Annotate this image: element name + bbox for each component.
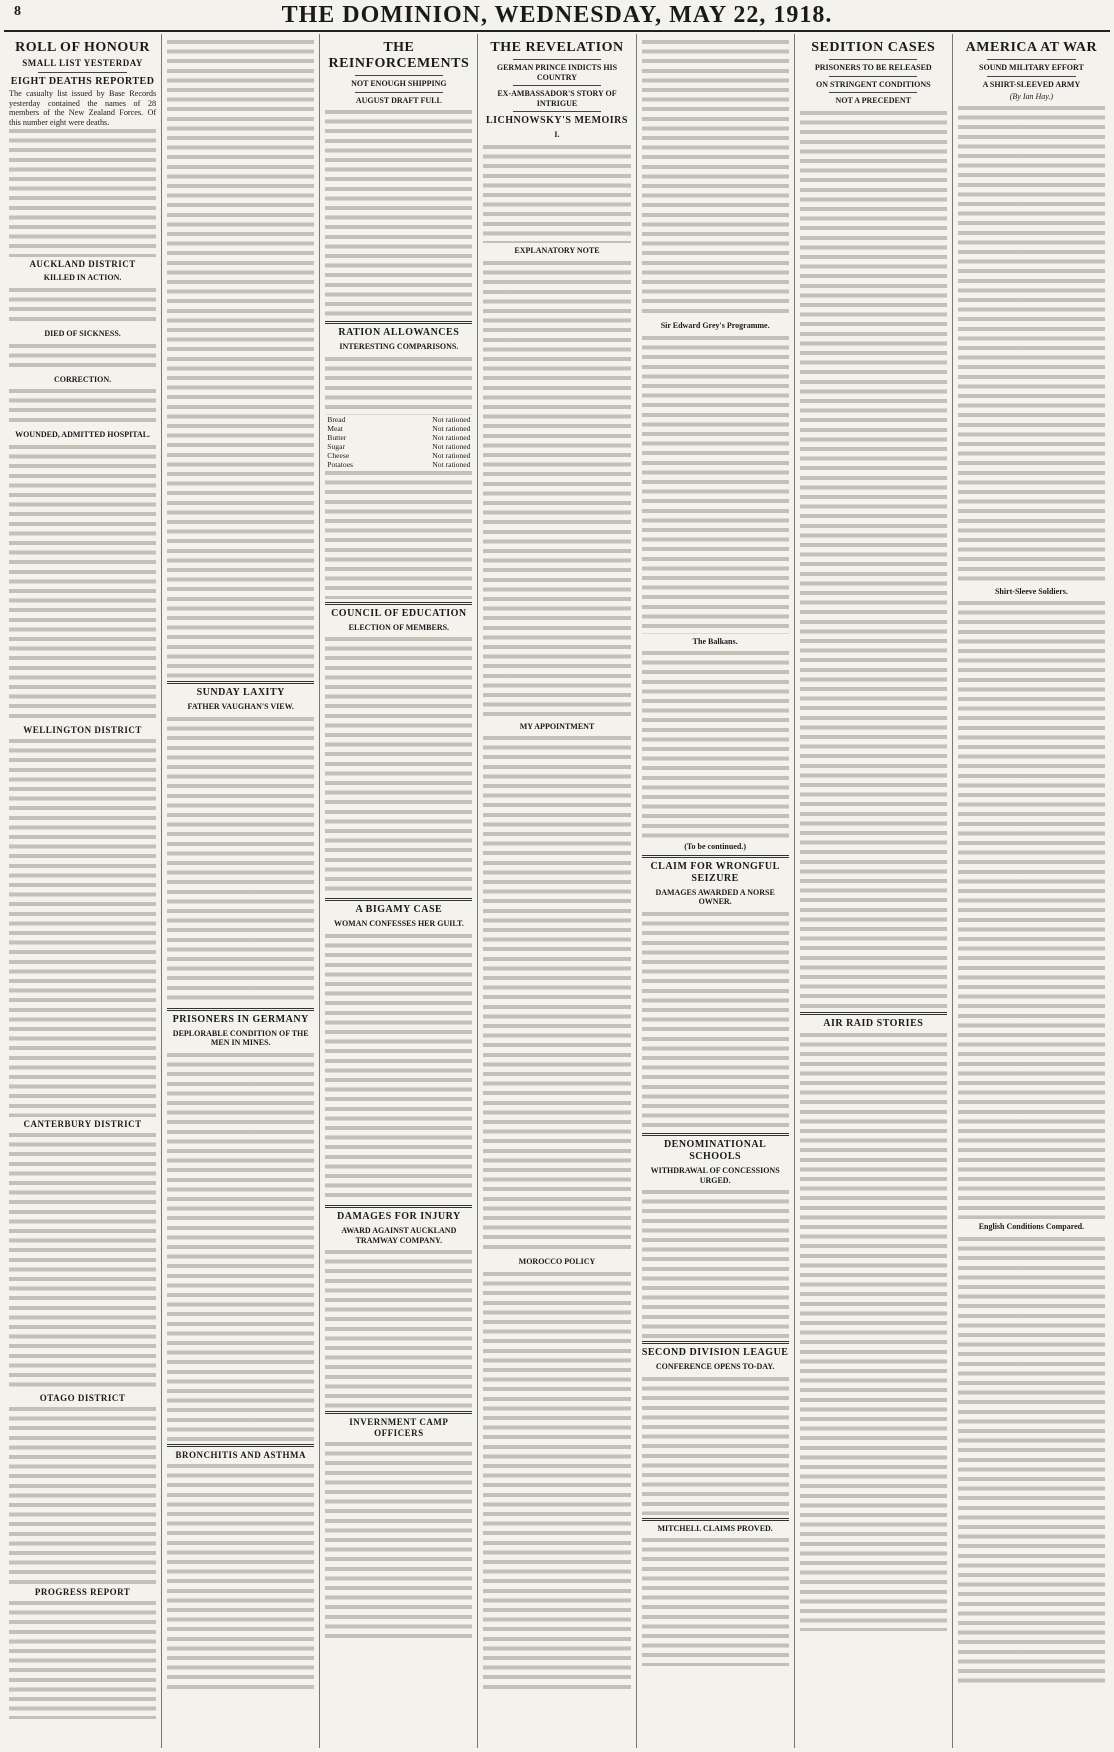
masthead — [4, 0, 1110, 32]
text-block — [958, 599, 1105, 1219]
district-heading: CANTERBURY DISTRICT — [23, 1118, 142, 1129]
ration-subheading: INTERESTING COMPARISONS. — [339, 342, 459, 352]
english-conditions-heading: English Conditions Compared. — [978, 1222, 1085, 1232]
seizure-subheading: DAMAGES AWARDED A NORSE OWNER. — [655, 887, 775, 907]
morocco-heading: MOROCCO POLICY — [518, 1257, 596, 1267]
prisoners-subheading: DEPLORABLE CONDITION OF THE MEN IN MINES. — [172, 1028, 309, 1048]
text-block — [9, 127, 156, 257]
text-block — [483, 259, 630, 719]
sedition-subheading: PRISONERS TO BE RELEASED — [814, 63, 932, 72]
council-heading: COUNCIL OF EDUCATION — [331, 607, 467, 619]
section-heading: WOUNDED, ADMITTED HOSPITAL. — [15, 430, 151, 440]
bigamy-subheading: WOMAN CONFESSES HER GUILT. — [333, 919, 464, 929]
column-5 — [637, 34, 795, 1748]
text-block — [9, 387, 156, 427]
text-block — [9, 286, 156, 326]
memoirs-part: I. — [554, 130, 560, 140]
sedition-subheading-3: NOT A PRECEDENT — [835, 96, 911, 106]
reinforcements-subheading-2: AUGUST DRAFT FULL — [355, 95, 442, 105]
roll-of-honour-subheading-2: EIGHT DEATHS REPORTED — [10, 76, 155, 87]
schools-subheading: WITHDRAWAL OF CONCESSIONS URGED. — [650, 1165, 780, 1185]
ration-table — [325, 415, 472, 469]
text-block — [642, 1188, 789, 1338]
to-be-continued: (To be continued.) — [684, 842, 746, 852]
text-block — [325, 469, 472, 599]
page-number: 8 — [14, 4, 21, 19]
sunday-laxity-subheading: FATHER VAUGHAN'S VIEW. — [187, 702, 294, 711]
text-block — [9, 737, 156, 1117]
america-subheading: SOUND MILITARY EFFORT — [979, 63, 1084, 72]
text-block — [325, 635, 472, 895]
reinforcements-heading: THE REINFORCEMENTS — [328, 40, 470, 71]
text-block — [167, 715, 314, 1005]
text-block — [167, 1051, 314, 1441]
balkans-heading: The Balkans. — [692, 636, 738, 646]
progress-report-heading: PROGRESS REPORT — [34, 1586, 131, 1597]
text-block — [325, 108, 472, 318]
text-block — [642, 1375, 789, 1515]
reinforcements-subheading: NOT ENOUGH SHIPPING — [351, 79, 447, 88]
revelation-heading: THE REVELATION — [490, 40, 624, 55]
sedition-heading: SEDITION CASES — [811, 40, 936, 55]
camp-officers-heading: INVERNMENT CAMP OFFICERS — [349, 1417, 449, 1439]
text-block — [642, 334, 789, 634]
column-1 — [4, 34, 162, 1748]
newspaper-title: THE DOMINION, WEDNESDAY, MAY 22, 1918. — [281, 1, 833, 28]
district-heading: AUCKLAND DISTRICT — [29, 259, 136, 270]
league-heading: SECOND DIVISION LEAGUE — [641, 1347, 789, 1359]
appointment-heading: MY APPOINTMENT — [519, 721, 595, 731]
bigamy-heading: A BIGAMY CASE — [355, 904, 443, 916]
memoirs-heading: LICHNOWSKY'S MEMOIRS — [486, 115, 628, 127]
text-block — [325, 932, 472, 1202]
roll-of-honour-heading: ROLL OF HONOUR — [15, 40, 150, 55]
seizure-heading: CLAIM FOR WRONGFUL SEIZURE — [650, 860, 780, 884]
revelation-subheading-2: EX-AMBASSADOR'S STORY OF INTRIGUE — [497, 89, 617, 108]
section-heading: DIED OF SICKNESS. — [44, 328, 121, 338]
roll-of-honour-subheading: SMALL LIST YESTERDAY — [22, 58, 143, 68]
byline: (By Ian Hay.) — [1009, 92, 1054, 102]
explanatory-note-heading: EXPLANATORY NOTE — [514, 245, 600, 255]
text-block — [9, 1599, 156, 1719]
table-row: Sugar Not rationed — [327, 441, 471, 451]
text-block — [483, 143, 630, 243]
damages-subheading: AWARD AGAINST AUCKLAND TRAMWAY COMPANY. — [341, 1225, 457, 1245]
text-block — [642, 649, 789, 839]
america-heading: AMERICA AT WAR — [965, 40, 1098, 55]
table-row: Butter Not rationed — [327, 432, 471, 442]
sunday-laxity-heading: SUNDAY LAXITY — [196, 687, 285, 698]
text-block — [800, 109, 947, 1009]
text-block — [800, 1031, 947, 1631]
section-heading: CORRECTION. — [54, 374, 112, 384]
roll-intro: The casualty list issued by Base Records yesterday contained the names of 28 members of the New Zealand Forces. Of this number eight were deaths. — [9, 89, 157, 127]
air-raid-heading: AIR RAID STORIES — [823, 1017, 924, 1029]
table-row: Meat Not rationed — [327, 423, 471, 433]
revelation-subheading: GERMAN PRINCE INDICTS HIS COUNTRY — [496, 63, 618, 82]
column-4 — [478, 34, 636, 1748]
district-heading: WELLINGTON DISTRICT — [23, 724, 142, 735]
mitchell-heading: MITCHELL CLAIMS PROVED. — [657, 1523, 773, 1533]
grey-programme-heading: Sir Edward Grey's Programme. — [660, 321, 770, 330]
text-block — [325, 355, 472, 415]
columns — [4, 34, 1110, 1748]
america-subheading-2: A SHIRT-SLEEVED ARMY — [982, 79, 1081, 89]
table-row: Potatoes Not rationed — [327, 459, 471, 469]
text-block — [483, 734, 630, 1254]
text-block — [642, 1536, 789, 1666]
damages-heading: DAMAGES FOR INJURY — [337, 1210, 461, 1222]
text-block — [167, 38, 314, 678]
league-subheading: CONFERENCE OPENS TO-DAY. — [655, 1362, 775, 1372]
prisoners-heading: PRISONERS IN GERMANY — [172, 1013, 309, 1025]
table-row: Bread Not rationed — [327, 414, 471, 424]
text-block — [483, 1270, 630, 1690]
text-block — [325, 1248, 472, 1408]
text-block — [958, 1235, 1105, 1685]
shirt-sleeve-heading: Shirt-Sleeve Soldiers. — [994, 586, 1068, 596]
text-block — [9, 443, 156, 723]
column-2 — [162, 34, 320, 1748]
text-block — [9, 1405, 156, 1585]
text-block — [9, 1131, 156, 1391]
column-3 — [320, 34, 478, 1748]
text-block — [642, 910, 789, 1130]
text-block — [642, 38, 789, 318]
text-block — [325, 1440, 472, 1640]
section-heading: KILLED IN ACTION. — [43, 273, 122, 283]
text-block — [958, 104, 1105, 584]
schools-heading: DENOMINATIONAL SCHOOLS — [663, 1138, 767, 1162]
council-subheading: ELECTION OF MEMBERS. — [348, 622, 450, 632]
bronchitis-heading: BRONCHITIS AND ASTHMA — [175, 1449, 306, 1460]
table-row: Cheese Not rationed — [327, 450, 471, 460]
column-6 — [795, 34, 953, 1748]
ration-heading: RATION ALLOWANCES — [338, 327, 460, 339]
column-7 — [953, 34, 1110, 1748]
text-block — [167, 1462, 314, 1692]
text-block — [9, 342, 156, 372]
district-heading: OTAGO DISTRICT — [39, 1392, 126, 1403]
sedition-subheading-2: ON STRINGENT CONDITIONS — [816, 79, 931, 89]
